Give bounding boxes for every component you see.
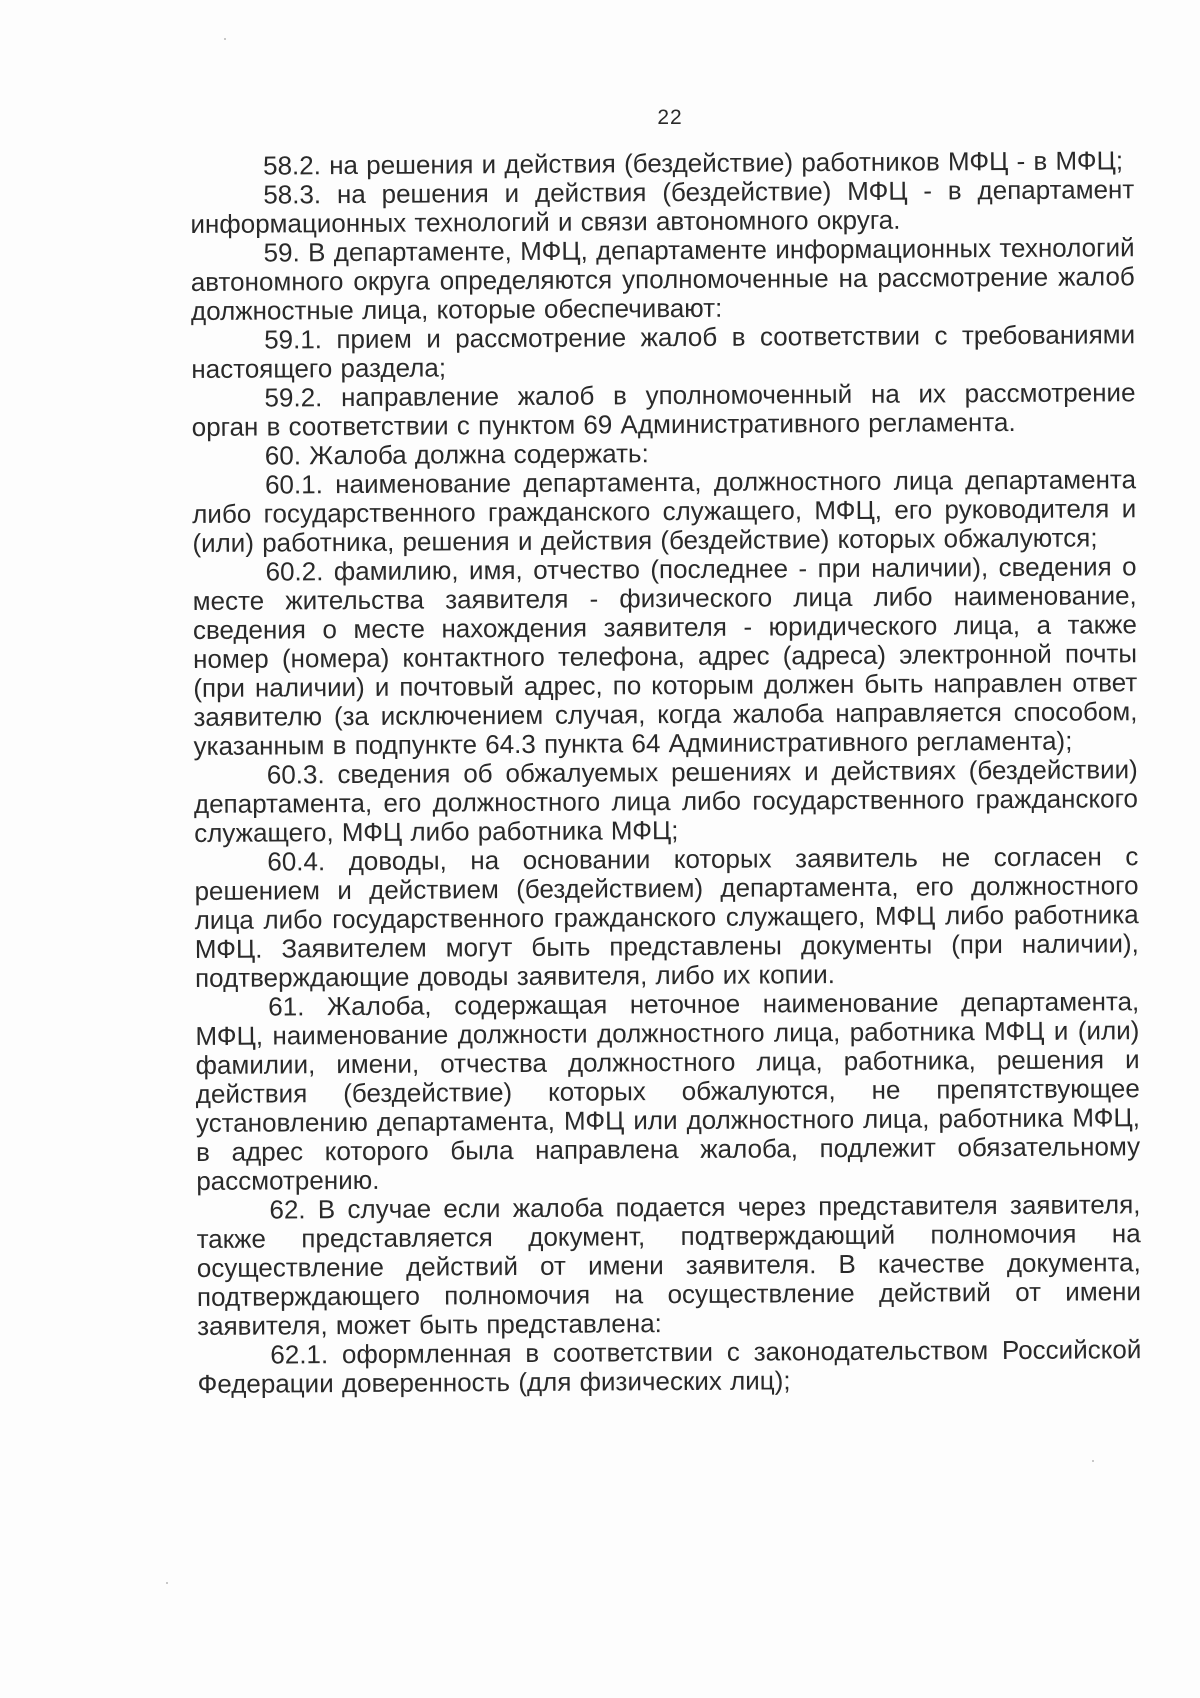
paragraph-59: 59. В департаменте, МФЦ, департаменте информационных технологий автономного округа определяются уполномоченные на рассмотрение жалоб должностные лица, которые обеспечивают: <box>190 232 1135 326</box>
scan-speck <box>224 38 226 40</box>
paragraph-60: 60. Жалоба должна содержать: <box>264 438 649 471</box>
paragraph-60-1: 60.1. наименование департамента, должностного лица департамента либо государственного гражданского служащего, МФЦ, его руководителя и (или) работника, решения и действия (бездействие) которых обжалуются; <box>192 464 1137 558</box>
paragraph-59-2: 59.2. направление жалоб в уполномоченный на их рассмотрение орган в соответствии с пунктом 69 Административного регламента. <box>191 377 1136 442</box>
paragraph-59-1: 59.1. прием и рассмотрение жалоб в соответствии с требованиями настоящего раздела; <box>191 319 1136 384</box>
document-body <box>190 146 1142 1399</box>
scan-speck <box>1092 1460 1094 1462</box>
paragraph-62-1: 62.1. оформленная в соответствии с законодательством Российской Федерации доверенность (для физических лиц); <box>197 1334 1142 1399</box>
paragraph-61: 61. Жалоба, содержащая неточное наименование департамента, МФЦ, наименование должности должностного лица, работника МФЦ и (или) фамилии, имени, отчества должностного лица, работника, решения и действия (бездействие) которых обжалуются, не препятствующее установлению департамента, МФЦ или должностного лица, работника МФЦ, в адрес которого была направлена жалоба, подлежит обязательному рассмотрению. <box>195 986 1141 1196</box>
page-number: 22 <box>657 106 683 129</box>
paragraph-58-2: 58.2. на решения и действия (бездействие) работников МФЦ - в МФЦ; <box>262 145 1124 181</box>
paragraph-60-2: 60.2. фамилию, имя, отчество (последнее - при наличии), сведения о месте жительства заявителя - физического лица либо наименование, сведения о месте нахождения заявителя - юридического лица, а также номер (номера) контактного телефона, адрес (адреса) электронной почты (при наличии) и почтовый адрес, по которым должен быть направлен ответ заявителю (за исключением случая, когда жалоба направляется способом, указанным в подпункте 64.3 пункта 64 Административного регламента); <box>192 551 1138 761</box>
paragraph-60-4: 60.4. доводы, на основании которых заявитель не согласен с решением и действием (бездействием) департамента, его должностного лица либо государственного гражданского служащего, МФЦ либо работника МФЦ. Заявителем могут быть представлены документы (при наличии), подтверждающие доводы заявителя, либо их копии. <box>194 841 1139 993</box>
scan-speck <box>166 1582 168 1584</box>
paragraph-58-3: 58.3. на решения и действия (бездействие) МФЦ - в департамент информационных технологий и связи автономного округа. <box>190 174 1135 239</box>
paragraph-60-3: 60.3. сведения об обжалуемых решениях и действиях (бездействии) департамента, его должностного лица либо государственного гражданского служащего, МФЦ либо работника МФЦ; <box>193 754 1139 848</box>
paragraph-62: 62. В случае если жалоба подается через представителя заявителя, также представляется документ, подтверждающий полномочия на осуществление действий от имени заявителя. В качестве документа, подтверждающего полномочия на осуществление действий от имени заявителя, может быть представлена: <box>196 1189 1142 1341</box>
